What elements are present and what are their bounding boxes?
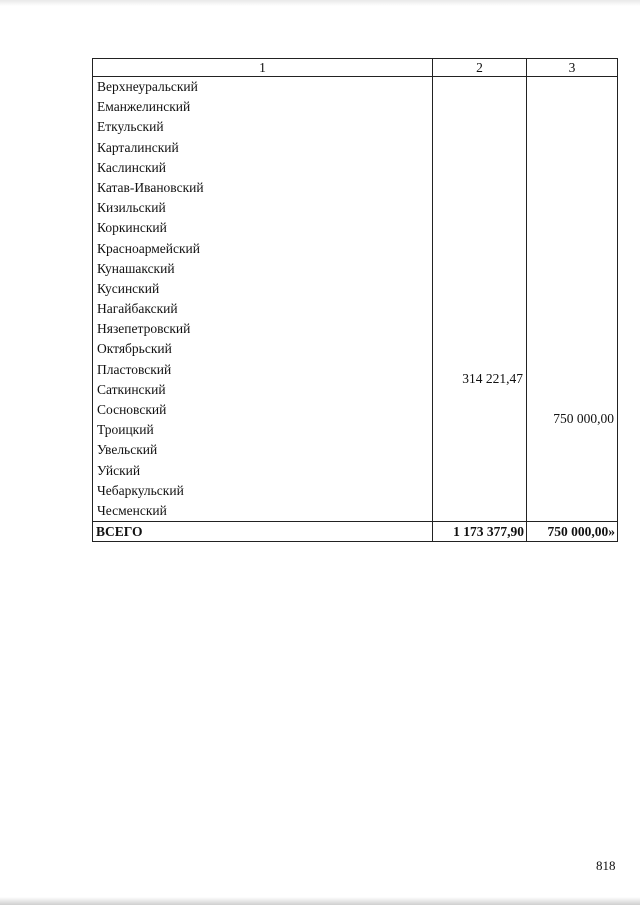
total-col2: 1 173 377,90 <box>433 522 527 542</box>
table-row: Каслинский <box>97 159 166 175</box>
district-names-cell <box>93 77 433 522</box>
table-row: Катав-Ивановский <box>97 179 204 195</box>
table-row: Еткульский <box>97 119 164 135</box>
table-row: Саткинский <box>97 381 166 397</box>
col3-merged-cell <box>527 77 618 522</box>
table-row: Нагайбакский <box>97 301 178 317</box>
table-row: Пластовский <box>97 361 172 377</box>
table-row: Кизильский <box>97 200 166 216</box>
page-number: 818 <box>596 858 616 873</box>
table-row: Красноармейский <box>97 240 201 256</box>
header-col-1: 1 <box>93 59 433 77</box>
table-row: Карталинский <box>97 139 179 155</box>
col3-merged-value: 750 000,00 <box>553 411 614 426</box>
header-col-2: 2 <box>433 59 527 77</box>
table-row: Кусинский <box>97 280 160 296</box>
total-col3: 750 000,00» <box>527 522 618 542</box>
header-row <box>93 59 618 77</box>
table-row: Уйский <box>97 462 141 478</box>
allocation-table <box>92 58 618 542</box>
table-row: Чесменский <box>97 502 167 518</box>
table-row: Верхнеуральский <box>97 79 198 94</box>
table-row: Нязепетровский <box>97 321 191 337</box>
table-row: Троицкий <box>97 422 154 438</box>
col2-merged-value: 314 221,47 <box>462 371 523 386</box>
table-row: Октябрьский <box>97 341 172 357</box>
table-row: Коркинский <box>97 220 167 236</box>
total-label: ВСЕГО <box>93 522 433 542</box>
table-row: Сосновский <box>97 402 167 417</box>
total-row <box>93 522 618 542</box>
table-row: Чебаркульский <box>97 482 184 498</box>
page-top-edge <box>0 0 640 6</box>
col2-merged-cell <box>433 77 527 522</box>
table-row: Кунашакский <box>97 260 175 276</box>
table-row: Еманжелинский <box>97 99 191 115</box>
header-col-3: 3 <box>527 59 618 77</box>
page-bottom-edge <box>0 897 640 905</box>
table-body-row <box>93 77 618 522</box>
table-row: Увельский <box>97 442 158 458</box>
